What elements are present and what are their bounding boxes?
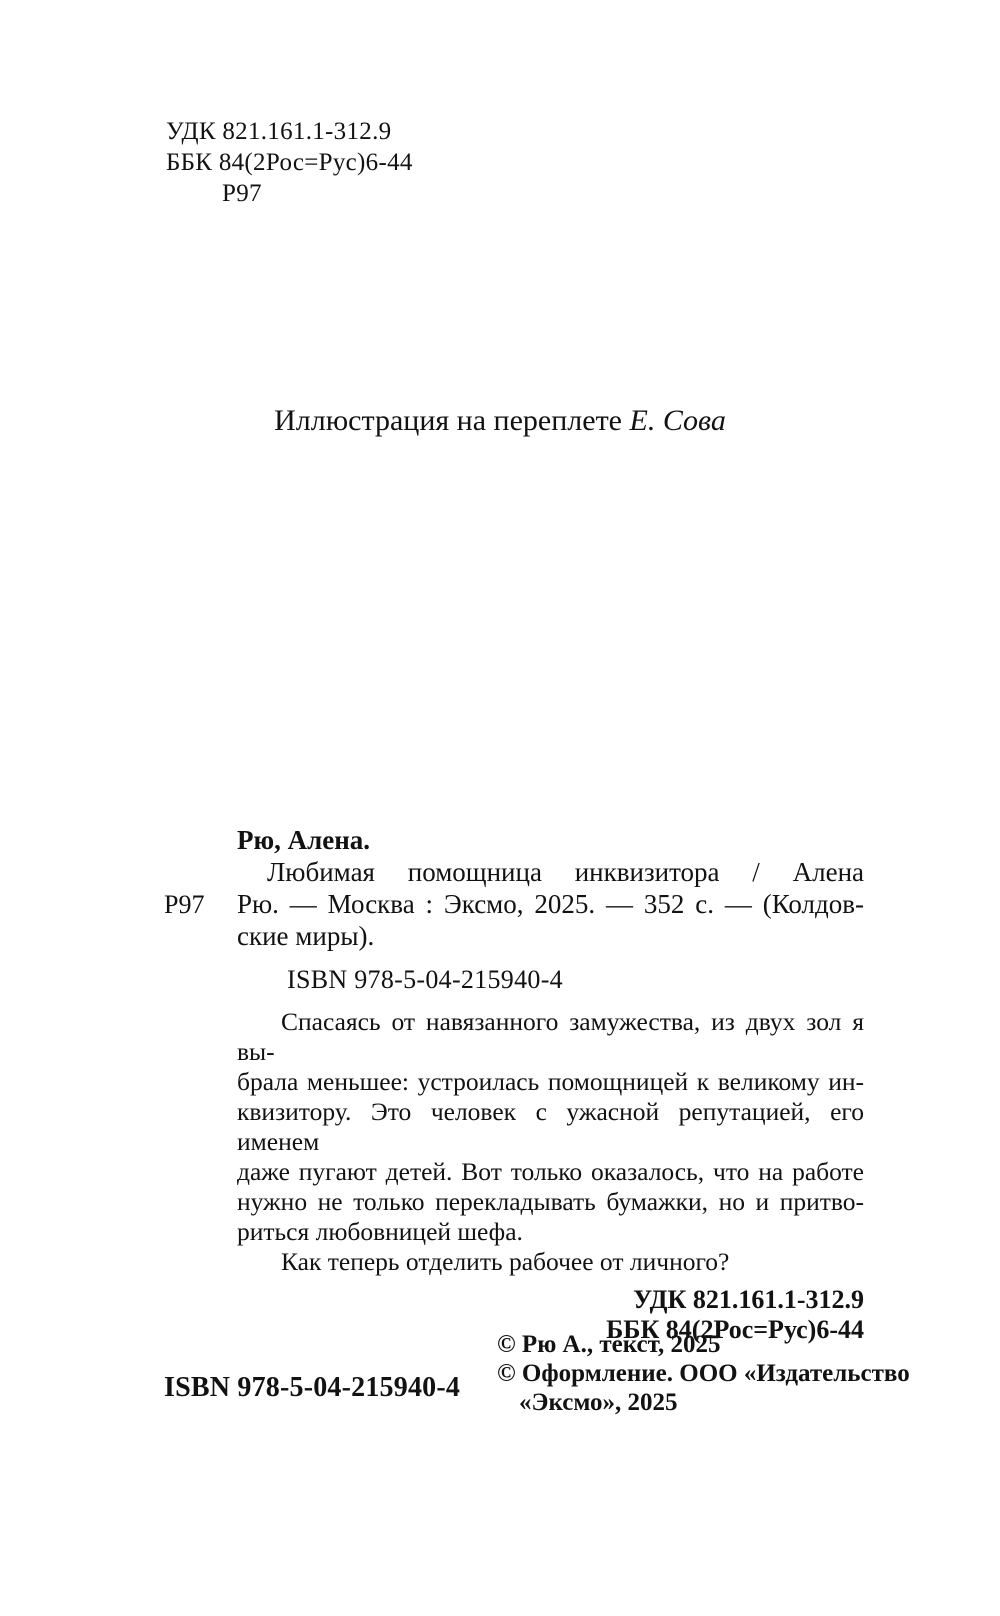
record-line: ские миры). xyxy=(237,921,375,951)
catalog-card xyxy=(164,824,864,1345)
annotation xyxy=(237,1007,864,1277)
record-line: Любимая помощница инквизитора / Алена xyxy=(267,857,864,887)
udk-code: УДК 821.161.1-312.9 xyxy=(166,118,392,145)
isbn-catalog: ISBN 978-5-04-215940-4 xyxy=(287,965,563,994)
illustration-artist: Е. Сова xyxy=(629,404,726,437)
annotation-line: риться любовницей шефа. xyxy=(237,1217,523,1246)
author-sign-code: Р97 xyxy=(222,180,262,207)
bibliographic-record xyxy=(164,856,864,952)
isbn-bottom: ISBN 978-5-04-215940-4 xyxy=(164,1372,461,1403)
author-heading: Рю, Алена. xyxy=(237,825,371,855)
copyright-author: © Рю А., текст, 2025 xyxy=(497,1331,721,1358)
udk-code-bold: УДК 821.161.1-312.9 xyxy=(633,1285,864,1314)
annotation-line: квизитору. Это человек с ужасной репутацией, его именем xyxy=(237,1097,864,1156)
annotation-line: нужно не только перекладывать бумажки, но и притво- xyxy=(237,1187,864,1216)
copyright-block xyxy=(497,1330,910,1417)
bbk-code-bold: ББК 84(2Рос=Рус)6-44 xyxy=(606,1315,864,1344)
annotation-line: даже пугают детей. Вот только оказалось, что на работе xyxy=(237,1157,864,1186)
illustration-credit-label: Иллюстрация на переплете xyxy=(274,404,630,437)
annotation-line: Спасаясь от навязанного замужества, из двух зол я вы- xyxy=(237,1007,864,1066)
entry-code: Р97 xyxy=(164,890,205,919)
record-line: Рю. — Москва : Эксмо, 2025. — 352 с. — (Колдов- xyxy=(237,889,864,919)
copyright-publisher: © Оформление. ООО «Издательство xyxy=(497,1360,910,1387)
annotation-line: брала меньшее: устроилась помощницей к великому ин- xyxy=(237,1067,864,1096)
illustration-credit xyxy=(0,404,1000,438)
top-classification-block xyxy=(166,116,413,209)
bbk-code: ББК 84(2Рос=Рус)6-44 xyxy=(166,149,413,176)
annotation-line: Как теперь отделить рабочее от личного? xyxy=(281,1247,730,1276)
copyright-publisher-cont: «Эксмо», 2025 xyxy=(519,1389,678,1416)
